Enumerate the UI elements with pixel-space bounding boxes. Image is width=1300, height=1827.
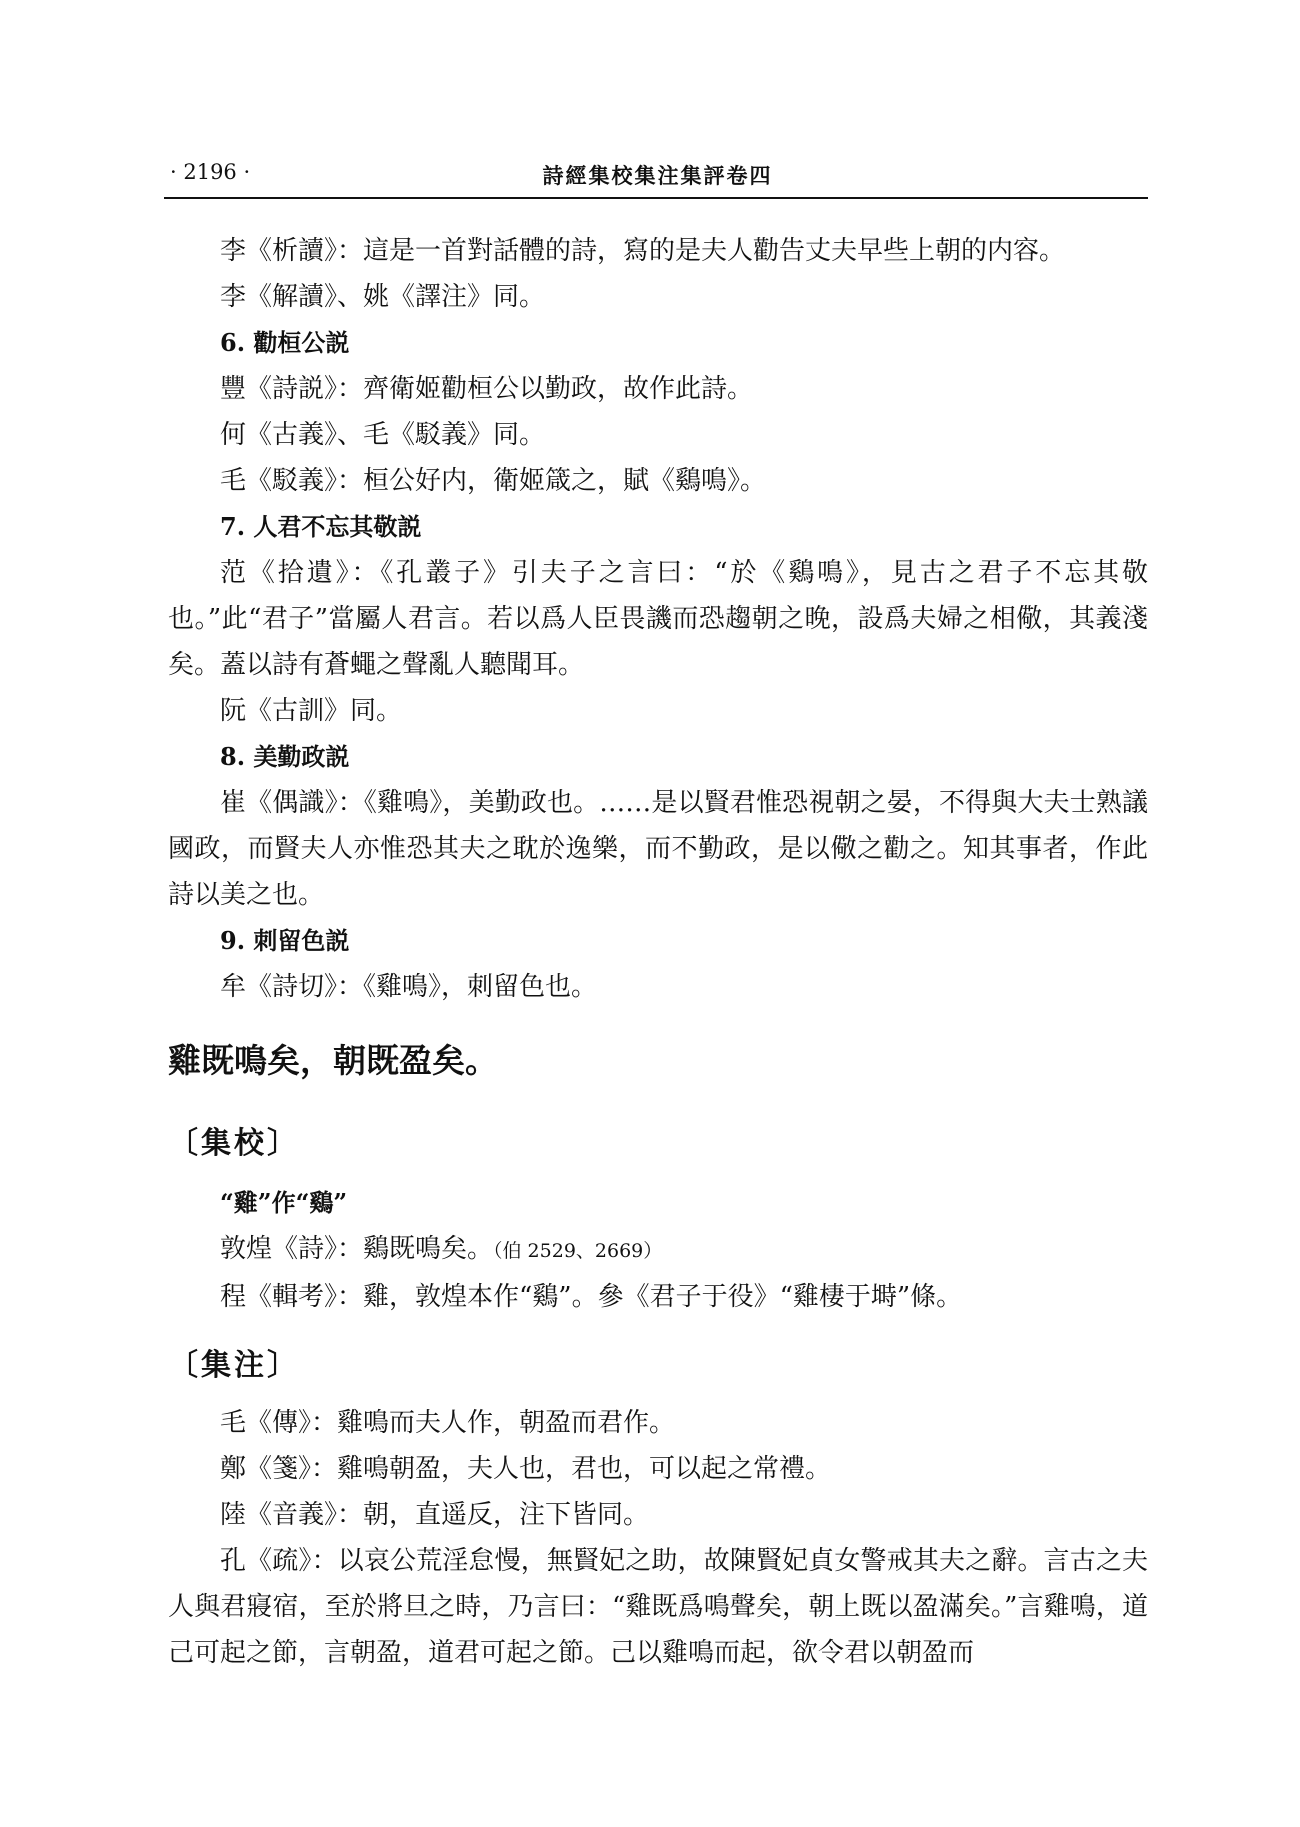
body-text [168, 228, 1148, 1010]
page-number: · 2196 · [170, 160, 251, 184]
collation-subheading: “雞”作“鷄” [220, 1188, 348, 1217]
citation-note: （伯 2529、2669） [493, 1240, 663, 1262]
paragraph: 李《解讀》、姚《譯注》同。 [220, 282, 546, 312]
paragraph: 孔《疏》：以哀公荒淫怠慢，無賢妃之助，故陳賢妃貞女警戒其夫之辭。言古之夫人與君寢宿，至於將旦之時，乃言曰：“雞既爲鳴聲矣，朝上既以盈滿矣。”言雞鳴，道己可起之節，言朝盈，道君可起之節。己以雞鳴而起，欲令君以朝盈而 [168, 1546, 1148, 1668]
paragraph: 陸《音義》：朝，直遥反，注下皆同。 [220, 1500, 650, 1530]
paragraph: 何《古義》、毛《駁義》同。 [220, 420, 546, 450]
paragraph: 牟《詩切》：《雞鳴》，刺留色也。 [220, 972, 598, 1002]
paragraph: 鄭《箋》：雞鳴朝盈，夫人也，君也，可以起之常禮。 [220, 1454, 832, 1484]
verse-line: 雞既鳴矣，朝既盈矣。 [168, 1041, 498, 1080]
item-heading: 6. 勸桓公説 [220, 328, 350, 357]
running-title: 詩經集校集注集評卷四 [542, 163, 773, 188]
citation-text: 敦煌《詩》：鷄既鳴矣。 [220, 1234, 494, 1264]
paragraph: 范《拾遺》：《孔叢子》引夫子之言曰：“於《鷄鳴》，見古之君子不忘其敬也。”此“君子”當屬人君言。若以爲人臣畏譏而恐趨朝之晚，設爲夫婦之相儆，其義淺矣。蓋以詩有蒼蠅之聲亂人聽聞耳。 [168, 558, 1148, 680]
section-title-jizhu: 〔集注〕 [168, 1348, 300, 1383]
header-rule [164, 197, 1148, 199]
page-header [170, 160, 1145, 194]
item-heading: 9. 刺留色説 [220, 926, 350, 955]
paragraph [168, 1226, 1148, 1274]
paragraph: 毛《傳》：雞鳴而夫人作，朝盈而君作。 [220, 1408, 676, 1438]
paragraph: 李《析讀》：這是一首對話體的詩，寫的是夫人勸告丈夫早些上朝的内容。 [220, 236, 1066, 266]
paragraph: 毛《駁義》：桓公好内，衛姬箴之，賦《鷄鳴》。 [220, 466, 767, 496]
paragraph: 豐《詩説》：齊衛姬勸桓公以勤政，故作此詩。 [220, 374, 754, 404]
jizhu-block [168, 1400, 1148, 1676]
paragraph: 崔《偶識》：《雞鳴》，美勤政也。……是以賢君惟恐視朝之晏，不得與大夫士熟議國政，而賢夫人亦惟恐其夫之耽於逸樂，而不勤政，是以儆之勸之。知其事者，作此詩以美之也。 [168, 788, 1148, 910]
paragraph: 阮《古訓》同。 [220, 696, 403, 726]
section-title-jijiao: 〔集校〕 [168, 1126, 300, 1161]
jijiao-block [168, 1180, 1148, 1320]
item-heading: 8. 美勤政説 [220, 742, 350, 771]
paragraph: 程《輯考》：雞，敦煌本作“鷄”。參《君子于役》“雞棲于塒”條。 [220, 1282, 963, 1312]
item-heading: 7. 人君不忘其敬説 [220, 512, 422, 541]
